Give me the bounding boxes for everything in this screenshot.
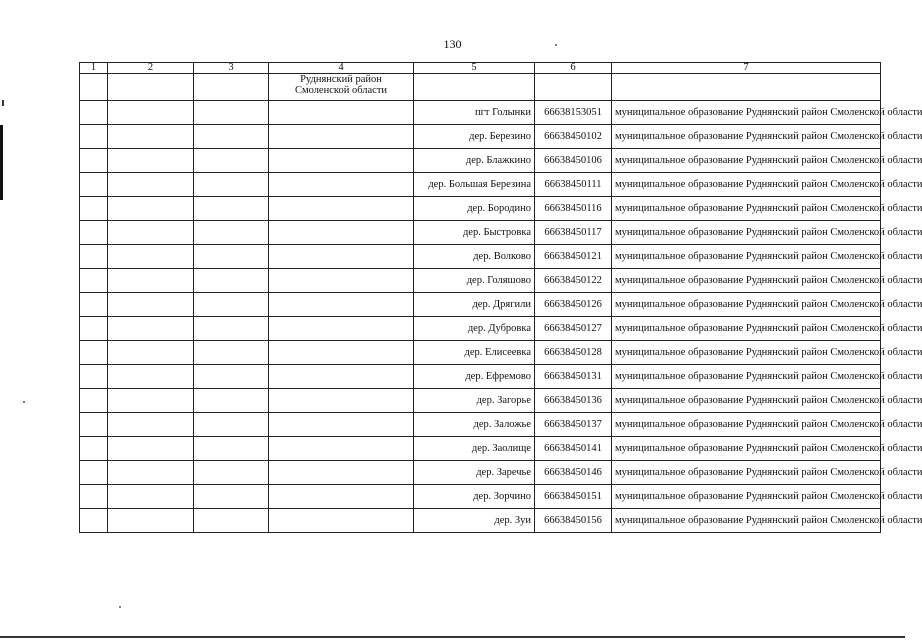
settlement-name: дер. Волково — [414, 245, 535, 269]
oktmo-code: 66638450137 — [535, 413, 612, 437]
cell-col-3 — [194, 365, 269, 389]
settlement-name: дер. Большая Березина — [414, 173, 535, 197]
oktmo-code: 66638450122 — [535, 269, 612, 293]
oktmo-code: 66638153051 — [535, 101, 612, 125]
cell-col-4 — [269, 173, 414, 197]
cell-col-3 — [194, 221, 269, 245]
column-header-5: 5 — [414, 63, 535, 74]
table-row — [80, 269, 881, 293]
cell-col-2 — [108, 509, 194, 533]
oktmo-code: 66638450111 — [535, 173, 612, 197]
cell-col-1 — [80, 293, 108, 317]
municipality-name: муниципальное образование Руднянский район Смоленской области — [612, 389, 881, 413]
cell-col-3 — [194, 269, 269, 293]
region-name — [269, 74, 414, 101]
settlement-name: дер. Блажкино — [414, 149, 535, 173]
municipality-name: муниципальное образование Руднянский район Смоленской области — [612, 341, 881, 365]
settlement-name: дер. Бородино — [414, 197, 535, 221]
cell-col-4 — [269, 269, 414, 293]
region-row — [80, 74, 881, 101]
municipality-name: муниципальное образование Руднянский район Смоленской области — [612, 293, 881, 317]
cell-col-2 — [108, 365, 194, 389]
cell-col-2 — [108, 293, 194, 317]
oktmo-code: 66638450156 — [535, 509, 612, 533]
cell-col-3 — [194, 149, 269, 173]
table-row — [80, 245, 881, 269]
cell-col-4 — [269, 341, 414, 365]
settlement-name: дер. Загорье — [414, 389, 535, 413]
table-row — [80, 461, 881, 485]
cell-col-4 — [269, 245, 414, 269]
table-row — [80, 437, 881, 461]
table-row — [80, 293, 881, 317]
settlement-name: дер. Заолище — [414, 437, 535, 461]
settlement-name: дер. Дубровка — [414, 317, 535, 341]
region-line-1: Руднянский район — [300, 74, 382, 85]
cell-col-2 — [108, 461, 194, 485]
table-row — [80, 317, 881, 341]
table-row — [80, 149, 881, 173]
settlement-name: дер. Заречье — [414, 461, 535, 485]
cell-col-3 — [194, 461, 269, 485]
table-row — [80, 101, 881, 125]
settlement-name: дер. Заложье — [414, 413, 535, 437]
cell-col-2 — [108, 317, 194, 341]
table-row — [80, 341, 881, 365]
municipality-name: муниципальное образование Руднянский район Смоленской области — [612, 101, 881, 125]
cell-col-3 — [194, 317, 269, 341]
cell-col-1 — [80, 197, 108, 221]
column-header-1: 1 — [80, 63, 108, 74]
region-line-2: Смоленской области — [294, 85, 388, 96]
settlement-name: дер. Зуи — [414, 509, 535, 533]
municipality-name: муниципальное образование Руднянский район Смоленской области — [612, 149, 881, 173]
settlement-name: дер. Быстровка — [414, 221, 535, 245]
cell-col-1 — [80, 125, 108, 149]
column-number-row — [80, 63, 881, 74]
cell-col-2 — [108, 101, 194, 125]
cell-col-4 — [269, 485, 414, 509]
cell-col-2 — [108, 221, 194, 245]
cell-col-3 — [194, 173, 269, 197]
cell-col-4 — [269, 461, 414, 485]
municipality-name: муниципальное образование Руднянский район Смоленской области — [612, 437, 881, 461]
oktmo-code: 66638450116 — [535, 197, 612, 221]
oktmo-code: 66638450106 — [535, 149, 612, 173]
cell-col-1 — [80, 101, 108, 125]
cell-col-1 — [80, 269, 108, 293]
municipality-name: муниципальное образование Руднянский район Смоленской области — [612, 413, 881, 437]
column-header-3: 3 — [194, 63, 269, 74]
oktmo-code: 66638450136 — [535, 389, 612, 413]
settlement-name: дер. Дрягили — [414, 293, 535, 317]
cell-col-2 — [108, 437, 194, 461]
settlement-name: дер. Березино — [414, 125, 535, 149]
cell-col-1 — [80, 221, 108, 245]
table-row — [80, 173, 881, 197]
settlements-table — [79, 62, 922, 533]
cell-col-4 — [269, 197, 414, 221]
cell-col-1 — [80, 317, 108, 341]
table-row — [80, 125, 881, 149]
cell-col-2 — [108, 245, 194, 269]
oktmo-code: 66638450126 — [535, 293, 612, 317]
cell-col-3 — [194, 389, 269, 413]
municipality-name: муниципальное образование Руднянский район Смоленской области — [612, 197, 881, 221]
cell-col-1 — [80, 461, 108, 485]
cell-col-2 — [108, 389, 194, 413]
column-header-4: 4 — [269, 63, 414, 74]
oktmo-code: 66638450146 — [535, 461, 612, 485]
table-row — [80, 413, 881, 437]
cell-col-4 — [269, 317, 414, 341]
cell-col-1 — [80, 509, 108, 533]
cell-col-4 — [269, 413, 414, 437]
oktmo-code: 66638450121 — [535, 245, 612, 269]
cell-col-1 — [80, 365, 108, 389]
cell-col-2 — [108, 413, 194, 437]
cell-col-3 — [194, 437, 269, 461]
cell-col-4 — [269, 221, 414, 245]
municipality-name: муниципальное образование Руднянский район Смоленской области — [612, 365, 881, 389]
cell-col-3 — [194, 509, 269, 533]
cell-col-1 — [80, 413, 108, 437]
settlement-name: дер. Ефремово — [414, 365, 535, 389]
cell-col-4 — [269, 437, 414, 461]
municipality-name: муниципальное образование Руднянский район Смоленской области — [612, 125, 881, 149]
table-row — [80, 197, 881, 221]
oktmo-code: 66638450102 — [535, 125, 612, 149]
scan-dust — [23, 401, 25, 403]
table-row — [80, 365, 881, 389]
oktmo-code: 66638450117 — [535, 221, 612, 245]
column-header-2: 2 — [108, 63, 194, 74]
cell-col-4 — [269, 389, 414, 413]
cell-col-2 — [108, 485, 194, 509]
cell-col-2 — [108, 269, 194, 293]
cell-col-1 — [80, 245, 108, 269]
municipality-name: муниципальное образование Руднянский район Смоленской области — [612, 173, 881, 197]
cell-col-1 — [80, 341, 108, 365]
cell-col-4 — [269, 365, 414, 389]
settlement-name: дер. Елисеевка — [414, 341, 535, 365]
municipality-name: муниципальное образование Руднянский район Смоленской области — [612, 461, 881, 485]
cell-col-2 — [108, 149, 194, 173]
municipality-name: муниципальное образование Руднянский район Смоленской области — [612, 317, 881, 341]
municipality-name: муниципальное образование Руднянский район Смоленской области — [612, 485, 881, 509]
cell-col-4 — [269, 293, 414, 317]
scan-dust — [119, 606, 121, 608]
cell-col-3 — [194, 341, 269, 365]
municipality-name: муниципальное образование Руднянский район Смоленской области — [612, 245, 881, 269]
cell-col-3 — [194, 413, 269, 437]
cell-col-1 — [80, 485, 108, 509]
municipality-name: муниципальное образование Руднянский район Смоленской области — [612, 269, 881, 293]
cell-col-3 — [194, 485, 269, 509]
scan-edge-mark — [0, 125, 3, 200]
oktmo-code: 66638450128 — [535, 341, 612, 365]
cell-col-4 — [269, 509, 414, 533]
cell-col-1 — [80, 173, 108, 197]
cell-col-2 — [108, 125, 194, 149]
table-row — [80, 485, 881, 509]
cell-col-4 — [269, 101, 414, 125]
oktmo-code: 66638450131 — [535, 365, 612, 389]
cell-col-4 — [269, 125, 414, 149]
cell-col-1 — [80, 149, 108, 173]
table-row — [80, 221, 881, 245]
cell-col-2 — [108, 341, 194, 365]
cell-col-3 — [194, 293, 269, 317]
scan-bottom-edge — [0, 636, 905, 638]
cell-col-4 — [269, 149, 414, 173]
cell-col-3 — [194, 125, 269, 149]
oktmo-code: 66638450127 — [535, 317, 612, 341]
settlement-name: дер. Голяшово — [414, 269, 535, 293]
settlement-name: пгт Голынки — [414, 101, 535, 125]
table-row — [80, 509, 881, 533]
page-number: 130 — [443, 37, 462, 51]
oktmo-code: 66638450151 — [535, 485, 612, 509]
cell-col-1 — [80, 437, 108, 461]
table-row — [80, 389, 881, 413]
cell-col-2 — [108, 173, 194, 197]
municipality-name: муниципальное образование Руднянский район Смоленской области — [612, 221, 881, 245]
column-header-6: 6 — [535, 63, 612, 74]
cell-col-3 — [194, 197, 269, 221]
column-header-7: 7 — [612, 63, 881, 74]
settlement-name: дер. Зорчино — [414, 485, 535, 509]
municipality-name: муниципальное образование Руднянский район Смоленской области — [612, 509, 881, 533]
oktmo-code: 66638450141 — [535, 437, 612, 461]
cell-col-2 — [108, 197, 194, 221]
scan-mark-small — [2, 100, 4, 106]
cell-col-3 — [194, 245, 269, 269]
cell-col-3 — [194, 101, 269, 125]
cell-col-1 — [80, 389, 108, 413]
